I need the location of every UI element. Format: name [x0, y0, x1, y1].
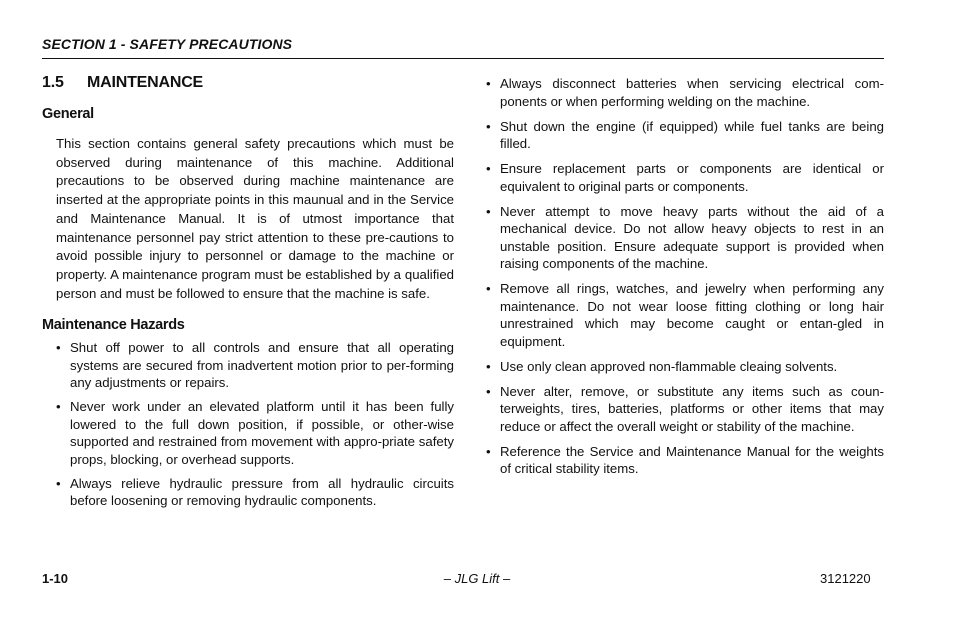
list-item: • Shut off power to all controls and ensure that all operating systems are secured from inadvertent motion prior to per-forming any adjustments or repairs. — [56, 339, 454, 392]
document-number: 3121220 — [820, 571, 871, 586]
general-heading: General — [42, 106, 94, 122]
general-paragraph: This section contains general safety precautions which must be observed during maintenance of this machine. Additional precautions to be observed during machine maintenance are inserted at the appropriate points in this maunual and in the Service and Maintenance Manual. It is of utmost importance that maintenance personnel pay strict attention to these pre-cautions to avoid possible injury to personnel or damage to the machine or property. A maintenance program must be established by a qualified person and must be followed to ensure that the machine is safe. — [56, 136, 454, 301]
list-item: • Ensure replacement parts or components are identical or equivalent to original parts or components. — [486, 160, 884, 195]
section-title-text: MAINTENANCE — [87, 74, 204, 91]
hazards-heading: Maintenance Hazards — [42, 317, 185, 334]
list-item: • Shut down the engine (if equipped) while fuel tanks are being filled. — [486, 118, 884, 153]
page-number: 1-10 — [42, 571, 69, 586]
section-header: SECTION 1 - SAFETY PRECAUTIONS — [42, 36, 293, 52]
left-column — [42, 74, 454, 516]
list-item: • Always relieve hydraulic pressure from all hydraulic circuits before loosening or removing hydraulic components. — [56, 475, 454, 510]
list-item: • Always disconnect batteries when servicing electrical com-ponents or when performing welding on the machine. — [486, 75, 884, 110]
footer-title: – JLG Lift – — [443, 571, 511, 586]
hazards-list-left — [56, 339, 454, 510]
list-item: • Never alter, remove, or substitute any items such as coun-terweights, tires, batteries, platforms or other items that may reduce or affect the overall weight or stability of the machine. — [486, 383, 884, 436]
list-item: • Use only clean approved non-flammable cleaing solvents. — [486, 358, 884, 376]
section-title — [42, 74, 454, 92]
list-item: • Remove all rings, watches, and jewelry when performing any maintenance. Do not wear loose fitting clothing or long hair unrestrained which may become caught or entan-gled in equipment. — [486, 280, 884, 350]
hazards-list-right — [486, 75, 884, 478]
right-column — [486, 75, 884, 485]
list-item: • Never attempt to move heavy parts without the aid of a mechanical device. Do not allow heavy objects to rest in an unstable position. Ensure adequate support is provided when raising components of the machine. — [486, 203, 884, 273]
list-item: • Reference the Service and Maintenance Manual for the weights of critical stability items. — [486, 443, 884, 478]
header-divider — [42, 58, 884, 59]
section-number: 1.5 — [42, 74, 64, 91]
list-item: • Never work under an elevated platform until it has been fully lowered to the full down position, if possible, or other-wise supported and restrained from movement with appro-priate safety props, blocking, or overhead supports. — [56, 398, 454, 468]
